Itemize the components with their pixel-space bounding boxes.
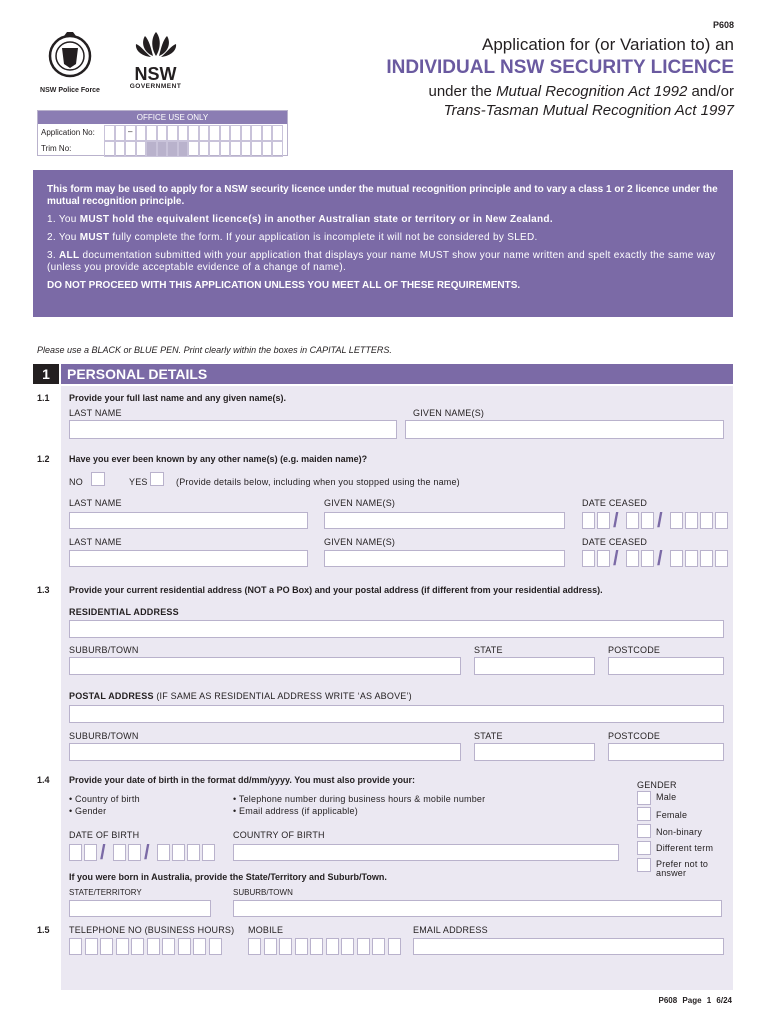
- gender-male-label: Male: [656, 792, 677, 802]
- title-line3: [386, 83, 734, 100]
- section1-title: PERSONAL DETAILS: [61, 364, 733, 384]
- residential-address-label: RESIDENTIAL ADDRESS: [69, 607, 179, 617]
- office-cell: [251, 141, 262, 157]
- intro-item2-post: fully complete the form. If your application is incomplete it will not be considered by SLED.: [109, 232, 538, 243]
- form-title: [386, 35, 734, 119]
- intro-item-1: [47, 214, 719, 225]
- intro-item3-post: documentation submitted with your application that displays your name MUST show your name written and spelt exactly the same way (unless you provide acceptable evidence of a change of name).: [47, 250, 716, 273]
- q1-4-text: Provide your date of birth in the format dd/mm/yyyy. You must also provide your:: [69, 775, 416, 785]
- page-footer: P608 Page 1 6/24: [658, 996, 732, 1005]
- other-name-yes-checkbox[interactable]: [150, 472, 164, 486]
- date-digit-box[interactable]: [84, 844, 97, 861]
- q1-4-number: 1.4: [37, 775, 50, 785]
- trim-no-label: Trim No:: [41, 144, 72, 153]
- title-line3-italic: Mutual Recognition Act 1992: [496, 83, 688, 100]
- phone-digit-box[interactable]: [357, 938, 370, 955]
- residential-state-label: STATE: [474, 645, 503, 655]
- q1-3-text: Provide your current residential address (NOT a PO Box) and your postal address (if different from your residential address).: [69, 585, 603, 595]
- q1-2-number: 1.2: [37, 454, 50, 464]
- postal-address-label: [69, 691, 412, 701]
- phone-label: TELEPHONE NO (BUSINESS HOURS): [69, 925, 235, 935]
- phone-digit-box[interactable]: [116, 938, 129, 955]
- office-cell: [209, 125, 220, 141]
- country-of-birth-label: COUNTRY OF BIRTH: [233, 830, 325, 840]
- date-digit-box[interactable]: [700, 550, 713, 567]
- date-digit-box[interactable]: [69, 844, 82, 861]
- bullet-email: • Email address (if applicable): [233, 806, 358, 816]
- q1-1-given-names-label: GIVEN NAME(S): [413, 408, 485, 418]
- given-names-input[interactable]: [405, 420, 724, 439]
- title-line4: Trans-Tasman Mutual Recognition Act 1997: [443, 102, 734, 119]
- office-cell: [262, 141, 273, 157]
- gender-non-binary-checkbox[interactable]: [637, 824, 651, 838]
- intro-item1-pre: 1. You: [47, 214, 80, 225]
- other-last-name-input-1[interactable]: [69, 512, 308, 529]
- intro-text: This form may be used to apply for a NSW security licence under the mutual recognition principle and to vary a class 1 or 2 licence under the mutual recognition principle.: [47, 184, 718, 207]
- mobile-label: MOBILE: [248, 925, 284, 935]
- date-digit-box[interactable]: [715, 512, 728, 529]
- phone-digit-box[interactable]: [279, 938, 292, 955]
- other-last-name-input-2[interactable]: [69, 550, 308, 567]
- title-line2: INDIVIDUAL NSW SECURITY LICENCE: [386, 57, 734, 78]
- birth-suburb-input[interactable]: [233, 900, 722, 917]
- phone-digit-box[interactable]: [372, 938, 385, 955]
- phone-digit-box[interactable]: [147, 938, 160, 955]
- office-cell: [188, 141, 199, 157]
- phone-digit-box[interactable]: [388, 938, 401, 955]
- title-line3-pre: under the: [428, 83, 497, 100]
- residential-suburb-input[interactable]: [69, 657, 461, 675]
- date-slash: /: [144, 842, 150, 864]
- date-digit-box[interactable]: [582, 550, 595, 567]
- q1-2-date-ceased-label-1: DATE CEASED: [582, 498, 648, 508]
- email-label: EMAIL ADDRESS: [413, 925, 488, 935]
- phone-digit-box[interactable]: [209, 938, 222, 955]
- date-digit-box[interactable]: [641, 550, 654, 567]
- office-cell: [241, 141, 252, 157]
- q1-2-given-names-label-2: GIVEN NAME(S): [324, 537, 396, 547]
- date-digit-box[interactable]: [626, 550, 639, 567]
- country-of-birth-input[interactable]: [233, 844, 619, 861]
- phone-digit-box[interactable]: [193, 938, 206, 955]
- office-cell: [199, 141, 210, 157]
- office-cell: [220, 141, 231, 157]
- last-name-input[interactable]: [69, 420, 397, 439]
- office-cell: [136, 141, 147, 157]
- postal-state-input[interactable]: [474, 743, 595, 761]
- office-cell: [167, 141, 178, 157]
- q1-2-yes-label: YES: [129, 477, 148, 487]
- office-cell: [167, 125, 178, 141]
- q1-2-last-name-label-1: LAST NAME: [69, 498, 122, 508]
- gender-female-label: Female: [656, 810, 688, 820]
- date-digit-box[interactable]: [172, 844, 185, 861]
- residential-state-input[interactable]: [474, 657, 595, 675]
- phone-digit-box[interactable]: [248, 938, 261, 955]
- q1-3-number: 1.3: [37, 585, 50, 595]
- date-digit-box[interactable]: [670, 512, 683, 529]
- phone-digit-box[interactable]: [264, 938, 277, 955]
- residential-suburb-label: SUBURB/TOWN: [69, 645, 139, 655]
- postal-suburb-label: SUBURB/TOWN: [69, 731, 139, 741]
- date-digit-box[interactable]: [641, 512, 654, 529]
- office-cell: [115, 125, 126, 141]
- date-digit-box[interactable]: [715, 550, 728, 567]
- other-given-names-input-2[interactable]: [324, 550, 565, 567]
- date-slash: /: [657, 548, 663, 570]
- office-cell: [262, 125, 273, 141]
- q1-2-date-ceased-label-2: DATE CEASED: [582, 537, 648, 547]
- bullet-gender: • Gender: [69, 806, 107, 816]
- office-use-box: [37, 110, 288, 156]
- birth-suburb-label: SUBURB/TOWN: [233, 888, 293, 897]
- date-digit-box[interactable]: [597, 550, 610, 567]
- intro-item3-pre: 3.: [47, 250, 60, 261]
- office-use-header: OFFICE USE ONLY: [38, 111, 287, 124]
- gender-male-checkbox[interactable]: [637, 791, 651, 805]
- q1-2-no-label: NO: [69, 477, 83, 487]
- office-cell: [125, 141, 136, 157]
- state-territory-label: STATE/TERRITORY: [69, 888, 142, 897]
- intro-item2-pre: 2. You: [47, 232, 80, 243]
- gender-non-binary-label: Non-binary: [656, 827, 703, 837]
- residential-postcode-input[interactable]: [608, 657, 724, 675]
- nsw-police-logo: [40, 30, 100, 94]
- police-logo-text: NSW Police Force: [40, 87, 100, 94]
- q1-2-text: Have you ever been known by any other name(s) (e.g. maiden name)?: [69, 454, 368, 464]
- bullet-country-of-birth: • Country of birth: [69, 794, 140, 804]
- date-digit-box[interactable]: [685, 512, 698, 529]
- date-digit-box[interactable]: [157, 844, 170, 861]
- date-slash: /: [657, 510, 663, 532]
- office-cell: [272, 141, 283, 157]
- postal-address-label-bold: POSTAL ADDRESS: [69, 691, 154, 701]
- office-cell: [104, 141, 115, 157]
- gender-different-term-checkbox[interactable]: [637, 841, 651, 855]
- date-digit-box[interactable]: [582, 512, 595, 529]
- date-digit-box[interactable]: [128, 844, 141, 861]
- office-dash: –: [128, 127, 133, 136]
- email-input[interactable]: [413, 938, 724, 955]
- phone-digit-box[interactable]: [100, 938, 113, 955]
- office-cell: [188, 125, 199, 141]
- date-digit-box[interactable]: [670, 550, 683, 567]
- office-cell: [115, 141, 126, 157]
- date-digit-box[interactable]: [685, 550, 698, 567]
- q1-1-text: Provide your full last name and any given name(s).: [69, 393, 287, 403]
- born-in-australia-text: If you were born in Australia, provide the State/Territory and Suburb/Town.: [69, 872, 387, 882]
- date-digit-box[interactable]: [626, 512, 639, 529]
- q1-1-number: 1.1: [37, 393, 50, 403]
- intro-item1-bold: MUST hold the equivalent licence(s) in another Australian state or territory or in New Zealand.: [79, 214, 553, 225]
- date-digit-box[interactable]: [187, 844, 200, 861]
- intro-warning: DO NOT PROCEED WITH THIS APPLICATION UNLESS YOU MEET ALL OF THESE REQUIREMENTS.: [47, 280, 521, 291]
- gender-female-checkbox[interactable]: [637, 807, 651, 821]
- postal-postcode-input[interactable]: [608, 743, 724, 761]
- phone-digit-box[interactable]: [341, 938, 354, 955]
- office-cell: [241, 125, 252, 141]
- title-line3-post: and/or: [687, 83, 734, 100]
- postal-address-input[interactable]: [69, 705, 724, 723]
- postal-state-label: STATE: [474, 731, 503, 741]
- phone-digit-box[interactable]: [85, 938, 98, 955]
- residential-address-input[interactable]: [69, 620, 724, 638]
- office-cell: [220, 125, 231, 141]
- nsw-government-logo: [123, 28, 188, 90]
- office-cell: [146, 141, 157, 157]
- gender-prefer-not-checkbox[interactable]: [637, 858, 651, 872]
- form-code: P608: [712, 20, 734, 30]
- intro-item2-bold: MUST: [79, 232, 110, 243]
- phone-digit-box[interactable]: [162, 938, 175, 955]
- date-slash: /: [613, 510, 619, 532]
- date-digit-box[interactable]: [202, 844, 215, 861]
- office-cell: [230, 125, 241, 141]
- phone-digit-box[interactable]: [178, 938, 191, 955]
- intro-item-2: [47, 232, 719, 243]
- other-name-no-checkbox[interactable]: [91, 472, 105, 486]
- pen-note: Please use a BLACK or BLUE PEN. Print clearly within the boxes in CAPITAL LETTERS.: [37, 345, 392, 355]
- q1-2-yes-note: (Provide details below, including when you stopped using the name): [176, 477, 460, 487]
- office-cell: [251, 125, 262, 141]
- office-cell: [178, 141, 189, 157]
- phone-digit-box[interactable]: [310, 938, 323, 955]
- intro-panel: [33, 170, 733, 317]
- phone-digit-box[interactable]: [295, 938, 308, 955]
- nsw-logo-text: NSW: [134, 64, 177, 84]
- residential-postcode-label: POSTCODE: [608, 645, 661, 655]
- date-digit-box[interactable]: [597, 512, 610, 529]
- q1-1-last-name-label: LAST NAME: [69, 408, 122, 418]
- section1-number: 1: [33, 364, 59, 384]
- office-cell: [230, 141, 241, 157]
- phone-digit-box[interactable]: [69, 938, 82, 955]
- q1-2-given-names-label-1: GIVEN NAME(S): [324, 498, 396, 508]
- q1-2-last-name-label-2: LAST NAME: [69, 537, 122, 547]
- other-given-names-input-1[interactable]: [324, 512, 565, 529]
- office-cell: [157, 125, 168, 141]
- office-cell: [104, 125, 115, 141]
- dob-label: DATE OF BIRTH: [69, 830, 140, 840]
- office-cell: [157, 141, 168, 157]
- postal-address-label-note: (IF SAME AS RESIDENTIAL ADDRESS WRITE ‘AS ABOVE’): [153, 691, 412, 701]
- gender-prefer-not-label: Prefer not to answer: [656, 859, 709, 878]
- office-cell: [199, 125, 210, 141]
- application-no-label: Application No:: [41, 128, 95, 137]
- government-logo-text: GOVERNMENT: [129, 83, 182, 90]
- postal-postcode-label: POSTCODE: [608, 731, 661, 741]
- office-cell: [146, 125, 157, 141]
- date-slash: /: [100, 842, 106, 864]
- gender-different-term-label: Different term: [656, 843, 714, 853]
- birth-state-input[interactable]: [69, 900, 211, 917]
- title-line1: Application for (or Variation to) an: [482, 35, 734, 54]
- office-cell: [209, 141, 220, 157]
- intro-item-3: [47, 250, 719, 274]
- bullet-telephone: • Telephone number during business hours & mobile number: [233, 794, 486, 804]
- q1-5-number: 1.5: [37, 925, 50, 935]
- postal-suburb-input[interactable]: [69, 743, 461, 761]
- gender-label: GENDER: [637, 780, 677, 790]
- date-digit-box[interactable]: [113, 844, 126, 861]
- office-cell: [178, 125, 189, 141]
- phone-digit-box[interactable]: [131, 938, 144, 955]
- phone-digit-box[interactable]: [326, 938, 339, 955]
- date-digit-box[interactable]: [700, 512, 713, 529]
- intro-item3-bold: ALL: [59, 250, 80, 261]
- date-slash: /: [613, 548, 619, 570]
- office-cell: [272, 125, 283, 141]
- office-cell: [136, 125, 147, 141]
